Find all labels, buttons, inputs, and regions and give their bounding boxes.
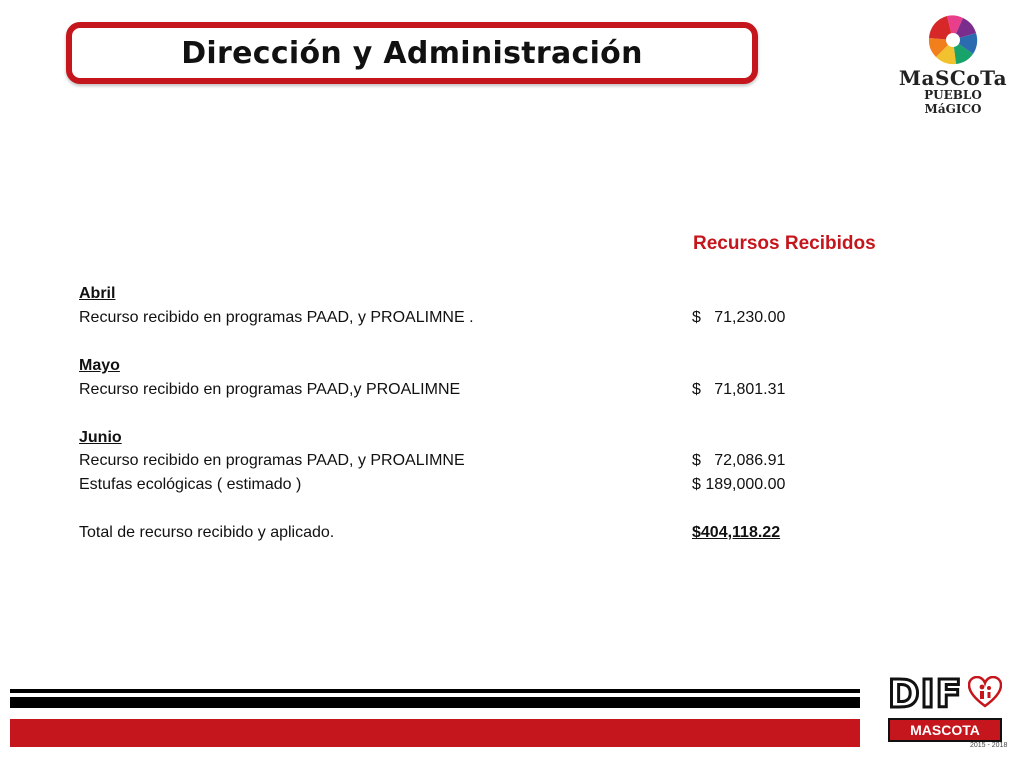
row-mayo-amount: $ 71,801.31 <box>692 381 786 398</box>
row-total-amount: $404,118.22 <box>692 524 781 541</box>
row-junio-desc: Recurso recibido en programas PAAD, y PROALIMNE <box>79 452 465 469</box>
row-total-desc: Total de recurso recibido y aplicado. <box>79 524 335 541</box>
dif-logo-years: 2015 - 2018 <box>970 742 1008 749</box>
row-junio-amount: $ 72,086.91 <box>692 452 786 469</box>
month-abril: Abril <box>79 285 116 302</box>
mascota-pinwheel-icon <box>898 12 1008 70</box>
page-title: Dirección y Administración <box>181 35 643 71</box>
section-header: Recursos Recibidos <box>693 233 876 254</box>
title-box <box>66 22 758 84</box>
mascota-logo-sub: PUEBLO MáGICO <box>924 88 982 116</box>
month-junio: Junio <box>79 429 122 446</box>
footer-line-thick <box>10 697 860 708</box>
footer-line-thin <box>10 689 860 693</box>
mascota-logo <box>898 12 1008 116</box>
dif-logo-place: MASCOTA <box>888 718 1002 742</box>
mascota-logo-word: MaSCoTa <box>898 66 1008 90</box>
heart-family-icon <box>968 676 1002 708</box>
row-estufas-amount: $ 189,000.00 <box>692 476 786 493</box>
dif-logo <box>886 672 1010 752</box>
row-abril-desc: Recurso recibido en programas PAAD, y PROALIMNE . <box>79 309 474 326</box>
row-mayo-desc: Recurso recibido en programas PAAD,y PROALIMNE <box>79 381 461 398</box>
month-mayo: Mayo <box>79 357 120 374</box>
row-estufas-desc: Estufas ecológicas ( estimado ) <box>79 476 302 493</box>
dif-logo-name: DIF <box>888 672 963 716</box>
row-abril-amount: $ 71,230.00 <box>692 309 786 326</box>
footer-red-band <box>10 719 860 747</box>
